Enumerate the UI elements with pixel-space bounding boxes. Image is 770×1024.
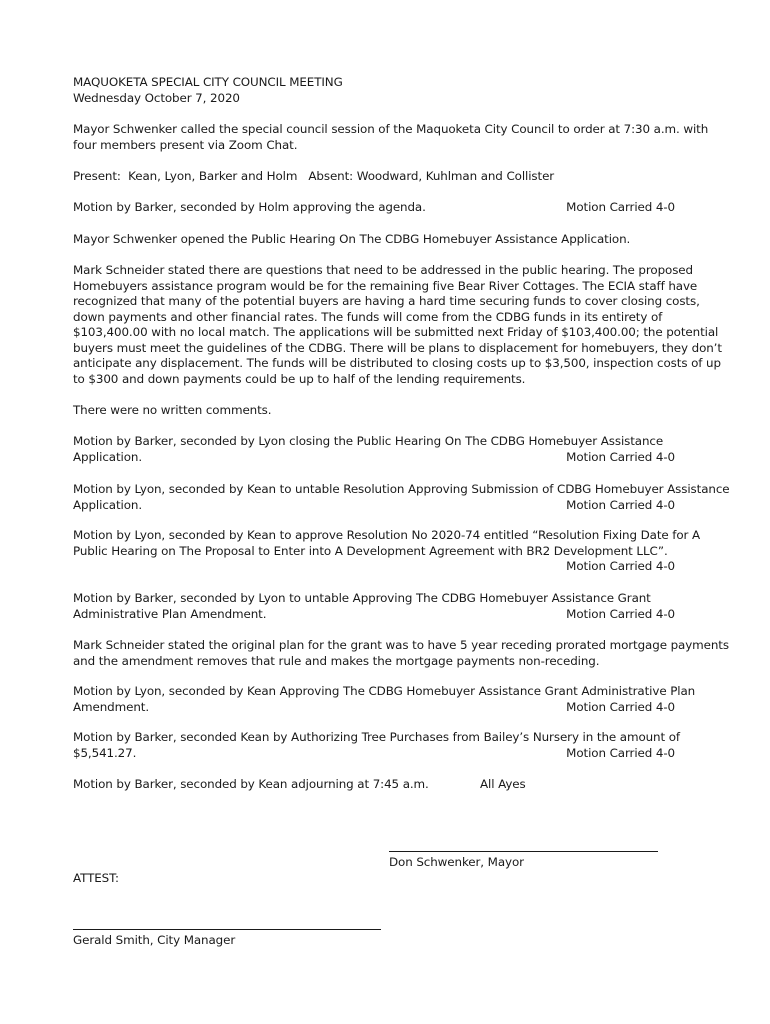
- manager-signature-line: [73, 929, 381, 930]
- motion-agenda-result: Motion Carried 4-0: [566, 200, 675, 214]
- attendance-paragraph: [73, 169, 703, 185]
- mayor-signature-line: [389, 851, 658, 852]
- statement-2-line-1: Mark Schneider stated the original plan for the grant was to have 5 year receding prorated mortgage payments: [73, 638, 729, 652]
- motion-adjourn-text: Motion by Barker, seconded by Kean adjourning at 7:45 a.m.: [73, 777, 429, 791]
- statement-2-line-2: and the amendment removes that rule and makes the mortgage payments non-receding.: [73, 653, 600, 668]
- no-comments-line: There were no written comments.: [73, 403, 272, 417]
- statement-1-line-3: recognized that many of the potential buyers are having a hard time securing funds to cover closing costs,: [73, 294, 700, 308]
- motion-untable-2-result: Motion Carried 4-0: [566, 606, 675, 621]
- motion-tree-purchases: [73, 730, 703, 761]
- motion-untable-application: [73, 482, 730, 513]
- motion-untable-2-line-2: Administrative Plan Amendment.: [73, 606, 267, 621]
- hearing-open-paragraph: [73, 232, 703, 248]
- motion-trees-result: Motion Carried 4-0: [566, 745, 675, 760]
- hearing-open-line: Mayor Schwenker opened the Public Hearing On The CDBG Homebuyer Assistance Application.: [73, 232, 631, 246]
- motion-adjourn-result: All Ayes: [480, 777, 526, 791]
- statement-1-line-1: Mark Schneider stated there are questions that need to be addressed in the public hearing. The proposed: [73, 263, 693, 277]
- motion-approve-plan-amendment: [73, 684, 703, 715]
- motion-agenda-text: Motion by Barker, seconded by Holm approving the agenda.: [73, 200, 426, 214]
- motion-untable-1-result: Motion Carried 4-0: [566, 497, 675, 512]
- meeting-title: MAQUOKETA SPECIAL CITY COUNCIL MEETING: [73, 75, 343, 89]
- motion-close-hearing-line-2: Application.: [73, 449, 143, 464]
- opening-line-1: Mayor Schwenker called the special council session of the Maquoketa City Council to order at 7:30 a.m. with: [73, 122, 709, 136]
- statement-1-line-4: down payments and other financial rates. The funds will come from the CDBG funds in its entirety of: [73, 309, 663, 324]
- motion-untable-plan-amendment: [73, 591, 703, 622]
- motion-approve-plan-result: Motion Carried 4-0: [566, 699, 675, 714]
- motion-approve-plan-line-2: Amendment.: [73, 699, 149, 714]
- statement-1-line-2: Homebuyers assistance program would be for the remaining five Bear River Cottages. The ECIA staff have: [73, 278, 698, 293]
- attest-label: ATTEST:: [73, 871, 119, 885]
- statement-1-line-7: anticipate any displacement. The funds will be distributed to closing costs up to $3,500, inspection costs of up: [73, 356, 721, 370]
- no-comments-paragraph: [73, 403, 703, 419]
- motion-resolution-line-2: Public Hearing on The Proposal to Enter into A Development Agreement with BR2 Development LLC”.: [73, 543, 668, 558]
- manager-signature-name: Gerald Smith, City Manager: [73, 933, 236, 947]
- motion-untable-1-line-2: Application.: [73, 497, 143, 512]
- statement-1-line-6: buyers must meet the guidelines of the CDBG. There will be plans to displacement for homebuyers, they don’t: [73, 340, 722, 355]
- statement-1-line-5: $103,400.00 with no local match. The applications will be submitted next Friday of $103,400.00; the potential: [73, 325, 719, 339]
- attendance-line: Present: Kean, Lyon, Barker and Holm Absent: Woodward, Kuhlman and Collister: [73, 169, 555, 183]
- statement-1-line-8: to $300 and down payments could be up to half of the lending requirements.: [73, 371, 526, 386]
- motion-close-hearing: [73, 434, 703, 465]
- motion-close-hearing-line-1: Motion by Barker, seconded by Lyon closing the Public Hearing On The CDBG Homebuyer Assistance: [73, 434, 664, 448]
- motion-resolution-line-1: Motion by Lyon, seconded by Kean to approve Resolution No 2020-74 entitled “Resolution Fixing Date for A: [73, 528, 701, 542]
- motion-untable-2-line-1: Motion by Barker, seconded by Lyon to untable Approving The CDBG Homebuyer Assistance Grant: [73, 591, 651, 605]
- schneider-statement-1: [73, 263, 722, 387]
- mayor-signature-name: Don Schwenker, Mayor: [389, 855, 524, 869]
- motion-resolution-2020-74: [73, 528, 703, 575]
- motion-resolution-result: Motion Carried 4-0: [566, 559, 675, 573]
- motion-approve-plan-line-1: Motion by Lyon, seconded by Kean Approving The CDBG Homebuyer Assistance Grant Administrative Plan: [73, 684, 696, 698]
- meeting-date: Wednesday October 7, 2020: [73, 90, 240, 105]
- opening-paragraph: [73, 122, 709, 153]
- schneider-statement-2: [73, 638, 729, 669]
- opening-line-2: four members present via Zoom Chat.: [73, 137, 298, 152]
- motion-close-hearing-result: Motion Carried 4-0: [566, 449, 675, 464]
- motion-agenda: [73, 200, 703, 216]
- motion-trees-line-2: $5,541.27.: [73, 745, 137, 760]
- motion-trees-line-1: Motion by Barker, seconded Kean by Authorizing Tree Purchases from Bailey’s Nursery in the amount of: [73, 730, 680, 744]
- motion-untable-1-line-1: Motion by Lyon, seconded by Kean to untable Resolution Approving Submission of CDBG Homebuyer Assistance: [73, 482, 730, 496]
- document-header: [73, 75, 703, 106]
